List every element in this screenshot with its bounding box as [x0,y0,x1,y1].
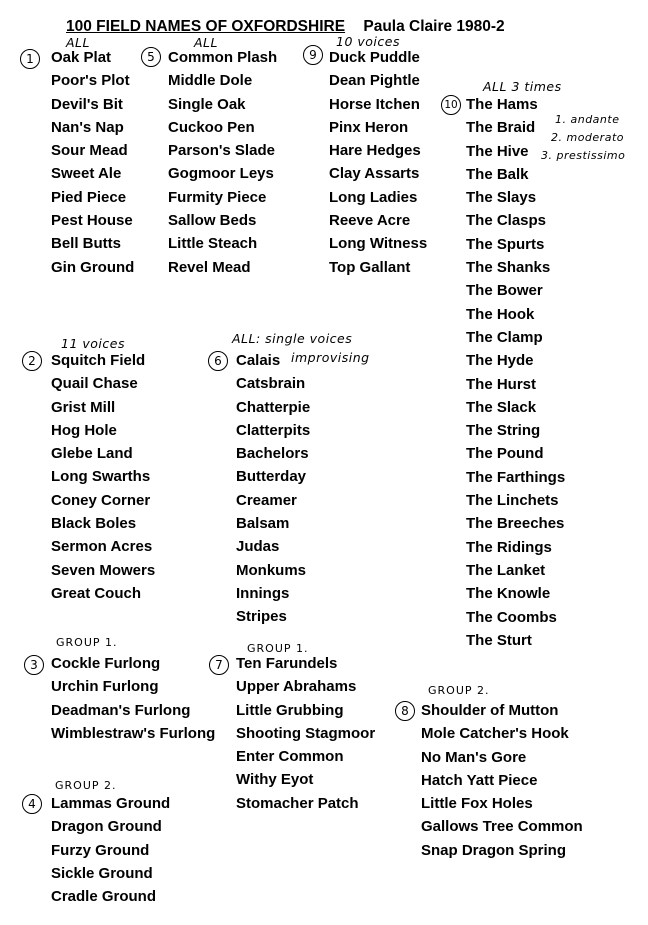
field-name: Quail Chase [51,375,138,393]
group-number-2: 2 [22,351,42,371]
field-name: Wimblestraw's Furlong [51,724,216,742]
field-name: The Linchets [466,492,559,510]
group-number-1: 1 [20,49,40,69]
field-name: Furmity Piece [168,188,267,206]
field-name: Hog Hole [51,421,117,439]
field-name: The Bower [466,282,543,300]
group-9-note: 10 voices [336,34,400,49]
field-name: Clatterpits [236,421,311,439]
group-6-list [236,349,310,629]
group-7-list [236,652,375,815]
field-name: Poor's Plot [51,72,130,90]
field-name: Shoulder of Mutton [421,702,559,719]
field-name: Oak Plat [51,49,112,66]
field-name: The Knowle [466,585,551,603]
field-name: The Hook [466,305,535,323]
group-5-list [168,46,277,279]
field-name: The Hive [466,142,529,160]
field-name: Sallow Beds [168,212,257,230]
field-name: Parson's Slade [168,142,275,160]
field-name: Dragon Ground [51,818,162,836]
field-name: Shooting Stagmoor [236,724,376,742]
field-name: The Slays [466,189,537,207]
field-name: Gin Ground [51,258,135,276]
field-name: Urchin Furlong [51,678,159,696]
field-name: The Farthings [466,468,566,486]
field-name: Top Gallant [329,258,411,276]
group-4-note: GROUP 2. [55,779,117,792]
group-8-list [421,699,583,862]
field-name: Stripes [236,608,287,626]
group-number-6: 6 [208,351,228,371]
group-5-note: ALL [194,35,218,50]
field-name: Long Witness [329,235,428,253]
field-name: The Clasps [466,212,547,230]
field-name: Great Couch [51,584,142,602]
field-name: Catsbrain [236,375,306,393]
field-name: Creamer [236,491,297,509]
field-name: Cuckoo Pen [168,118,255,136]
group-number-9: 9 [303,45,323,65]
field-name: The Hams [466,96,538,113]
field-name: Gogmoor Leys [168,165,274,183]
field-name: Pest House [51,212,133,230]
group-10-note: ALL 3 times [483,79,562,94]
tempo-2: 2. moderato [551,131,624,144]
group-3-note: GROUP 1. [56,636,118,649]
field-name: Black Boles [51,515,137,533]
field-name: Butterday [236,468,307,486]
field-name: The Spurts [466,235,545,253]
field-name: The Clamp [466,328,543,346]
field-name: Bell Butts [51,235,122,253]
field-name: Mole Catcher's Hook [421,725,569,743]
group-number-8: 8 [395,701,415,721]
field-name: Single Oak [168,95,246,113]
field-name: Sour Mead [51,142,128,160]
field-name: Ten Farundels [236,655,338,672]
group-number-7: 7 [209,655,229,675]
field-name: The Ridings [466,538,552,556]
field-name: Reeve Acre [329,212,411,230]
field-name: Squitch Field [51,352,146,369]
field-name: Horse Itchen [329,95,420,113]
field-name: Enter Common [236,748,344,766]
field-name: Dean Pightle [329,72,420,90]
field-name: The Hyde [466,352,534,370]
group-number-4: 4 [22,794,42,814]
field-name: Judas [236,538,280,556]
field-name: Revel Mead [168,258,251,276]
field-name: Innings [236,584,290,602]
field-name: Sweet Ale [51,165,122,183]
field-name: The Balk [466,165,529,183]
group-1-note: ALL [66,35,90,50]
field-name: Chatterpie [236,398,311,416]
field-name: Clay Assarts [329,165,420,183]
field-name: Sermon Acres [51,538,153,556]
field-name: Little Steach [168,235,258,253]
field-name: Devil's Bit [51,95,123,113]
field-name: The Slack [466,398,537,416]
field-name: Long Ladies [329,188,418,206]
field-name: Bachelors [236,445,309,463]
group-7-note: GROUP 1. [247,642,309,655]
field-name: Long Swarths [51,468,151,486]
group-number-5: 5 [141,47,161,67]
author-date: Paula Claire 1980-2 [363,18,505,35]
field-name: The Hurst [466,375,537,393]
field-name: Glebe Land [51,445,133,463]
field-name: Common Plash [168,49,278,66]
field-name: Pied Piece [51,188,127,206]
field-name: Gallows Tree Common [421,818,583,836]
field-name: Upper Abrahams [236,678,357,696]
group-6-note-2: improvising [291,350,370,365]
field-name: Little Grubbing [236,701,344,719]
field-name: The Shanks [466,259,551,277]
field-name: Withy Eyot [236,771,314,789]
field-name: Middle Dole [168,72,253,90]
group-2-note: 11 voices [61,336,125,351]
field-name: The Breeches [466,515,565,533]
group-4-list [51,792,170,908]
group-2-list [51,349,155,605]
field-name: The Lanket [466,561,546,579]
group-3-list [51,652,215,745]
tempo-1: 1. andante [555,113,620,126]
field-name: The String [466,422,541,440]
field-name: No Man's Gore [421,748,527,766]
group-10-list [466,93,565,652]
group-9-list [329,46,427,279]
field-name: Hatch Yatt Piece [421,771,538,789]
field-name: Cockle Furlong [51,655,161,672]
field-name: The Sturt [466,631,532,649]
field-name: Duck Puddle [329,49,420,66]
field-name: Monkums [236,561,307,579]
field-name: Snap Dragon Spring [421,841,567,859]
field-name: Coney Corner [51,491,151,509]
field-name: Nan's Nap [51,118,124,136]
field-name: Pinx Heron [329,118,409,136]
field-name: Sickle Ground [51,864,153,882]
field-name: Seven Mowers [51,561,156,579]
field-name: Balsam [236,515,290,533]
group-number-3: 3 [24,655,44,675]
page-header [66,18,505,36]
field-name: Stomacher Patch [236,794,359,812]
field-name: Cradle Ground [51,888,157,906]
group-number-10: 10 [441,95,461,115]
tempo-3: 3. prestissimo [541,149,626,162]
field-name: Little Fox Holes [421,795,533,813]
field-name: The Pound [466,445,544,463]
group-1-list [51,46,134,279]
page-title: 100 FIELD NAMES OF OXFORDSHIRE [66,18,346,35]
group-6-note: ALL: single voices [232,331,353,346]
field-name: Hare Hedges [329,142,421,160]
group-8-note: GROUP 2. [428,684,490,697]
field-name: Lammas Ground [51,795,171,812]
field-name: Deadman's Furlong [51,701,191,719]
field-name: Calais [236,352,281,369]
field-name: Furzy Ground [51,841,150,859]
field-name: The Coombs [466,608,557,626]
field-name: Grist Mill [51,398,116,416]
field-name: The Braid [466,119,536,137]
